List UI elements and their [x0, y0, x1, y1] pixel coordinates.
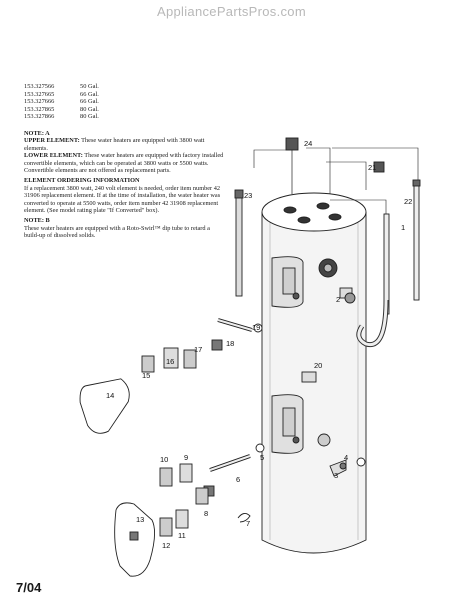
part-8-bracket — [196, 488, 208, 504]
label-24: 24 — [304, 139, 313, 148]
note-a-heading: NOTE: A — [24, 130, 50, 137]
label-2: 2 — [336, 295, 341, 304]
lower-port — [318, 434, 330, 446]
lower-access-opening — [272, 395, 303, 454]
part-5-gasket — [256, 444, 264, 452]
part-9-thermostat — [180, 464, 192, 482]
part-15-limit — [142, 356, 154, 372]
rating-plate — [302, 372, 316, 382]
part-22-dip-tube — [413, 180, 420, 300]
upper-element-note: UPPER ELEMENT: These water heaters are equipped with 3800 watt elements. — [24, 137, 205, 152]
label-22: 22 — [404, 197, 413, 206]
part-14-upper-cover — [76, 374, 139, 437]
label-17: 17 — [194, 345, 203, 354]
revision-date: 7/04 — [16, 580, 42, 595]
label-5: 5 — [260, 453, 265, 462]
label-21: 21 — [368, 163, 377, 172]
lower-element-note: LOWER ELEMENT: These water heaters are equipped with factory installed convertible elements, which can be operated at 3800 watts or 5500 watts. Convertible elements are not offered as replacement parts. — [24, 152, 224, 175]
part-11-thermostat — [176, 510, 188, 528]
model-row: 153.327865 80 Gal. — [24, 105, 99, 113]
label-7: 7 — [246, 519, 251, 528]
label-8: 8 — [204, 509, 209, 518]
ordering-text: If a replacement 3800 watt, 240 volt element is needed, order item number 42 31906 replacement element. If at the time of installation, the water heater was converted to operate at 5500 watts, order item number 42 31908 replacement element. (See model rating plate "If Converted" box). — [24, 184, 221, 215]
part-24-nipple — [286, 138, 298, 150]
label-13: 13 — [136, 515, 145, 524]
label-18: 18 — [226, 339, 235, 348]
note-b-text: These water heaters are equipped with a Roto-Swirl™ dip tube to retard a build-up of dissolved solids. — [24, 224, 210, 240]
label-4: 4 — [344, 453, 349, 462]
label-19: 19 — [252, 323, 261, 332]
part-6-lower-element — [204, 456, 250, 496]
label-3: 3 — [334, 471, 339, 480]
label-15: 15 — [142, 371, 151, 380]
ordering-heading: ELEMENT ORDERING INFORMATION — [24, 177, 140, 185]
label-9: 9 — [184, 453, 189, 462]
part-23-anode-rod — [235, 190, 243, 296]
note-b-heading: NOTE: B — [24, 217, 50, 225]
label-23: 23 — [244, 191, 253, 200]
watermark-site: AppliancePartsPros.com — [157, 4, 306, 19]
label-11: 11 — [178, 531, 186, 540]
label-1: 1 — [401, 223, 406, 232]
model-row: 153.327665 66 Gal. — [24, 90, 99, 98]
upper-access-opening — [272, 257, 303, 308]
label-10: 10 — [160, 455, 169, 464]
label-6: 6 — [236, 475, 241, 484]
model-row: 153.327666 66 Gal. — [24, 98, 99, 106]
label-20: 20 — [314, 361, 323, 370]
part-12-bracket — [160, 518, 172, 536]
label-16: 16 — [166, 357, 175, 366]
drain-cap — [357, 458, 365, 466]
label-12: 12 — [162, 541, 171, 550]
model-row: 153.327566 50 Gal. — [24, 83, 99, 90]
label-14: 14 — [106, 391, 115, 400]
model-row: 153.327866 80 Gal. — [24, 113, 99, 121]
part-10-switch — [160, 468, 172, 486]
